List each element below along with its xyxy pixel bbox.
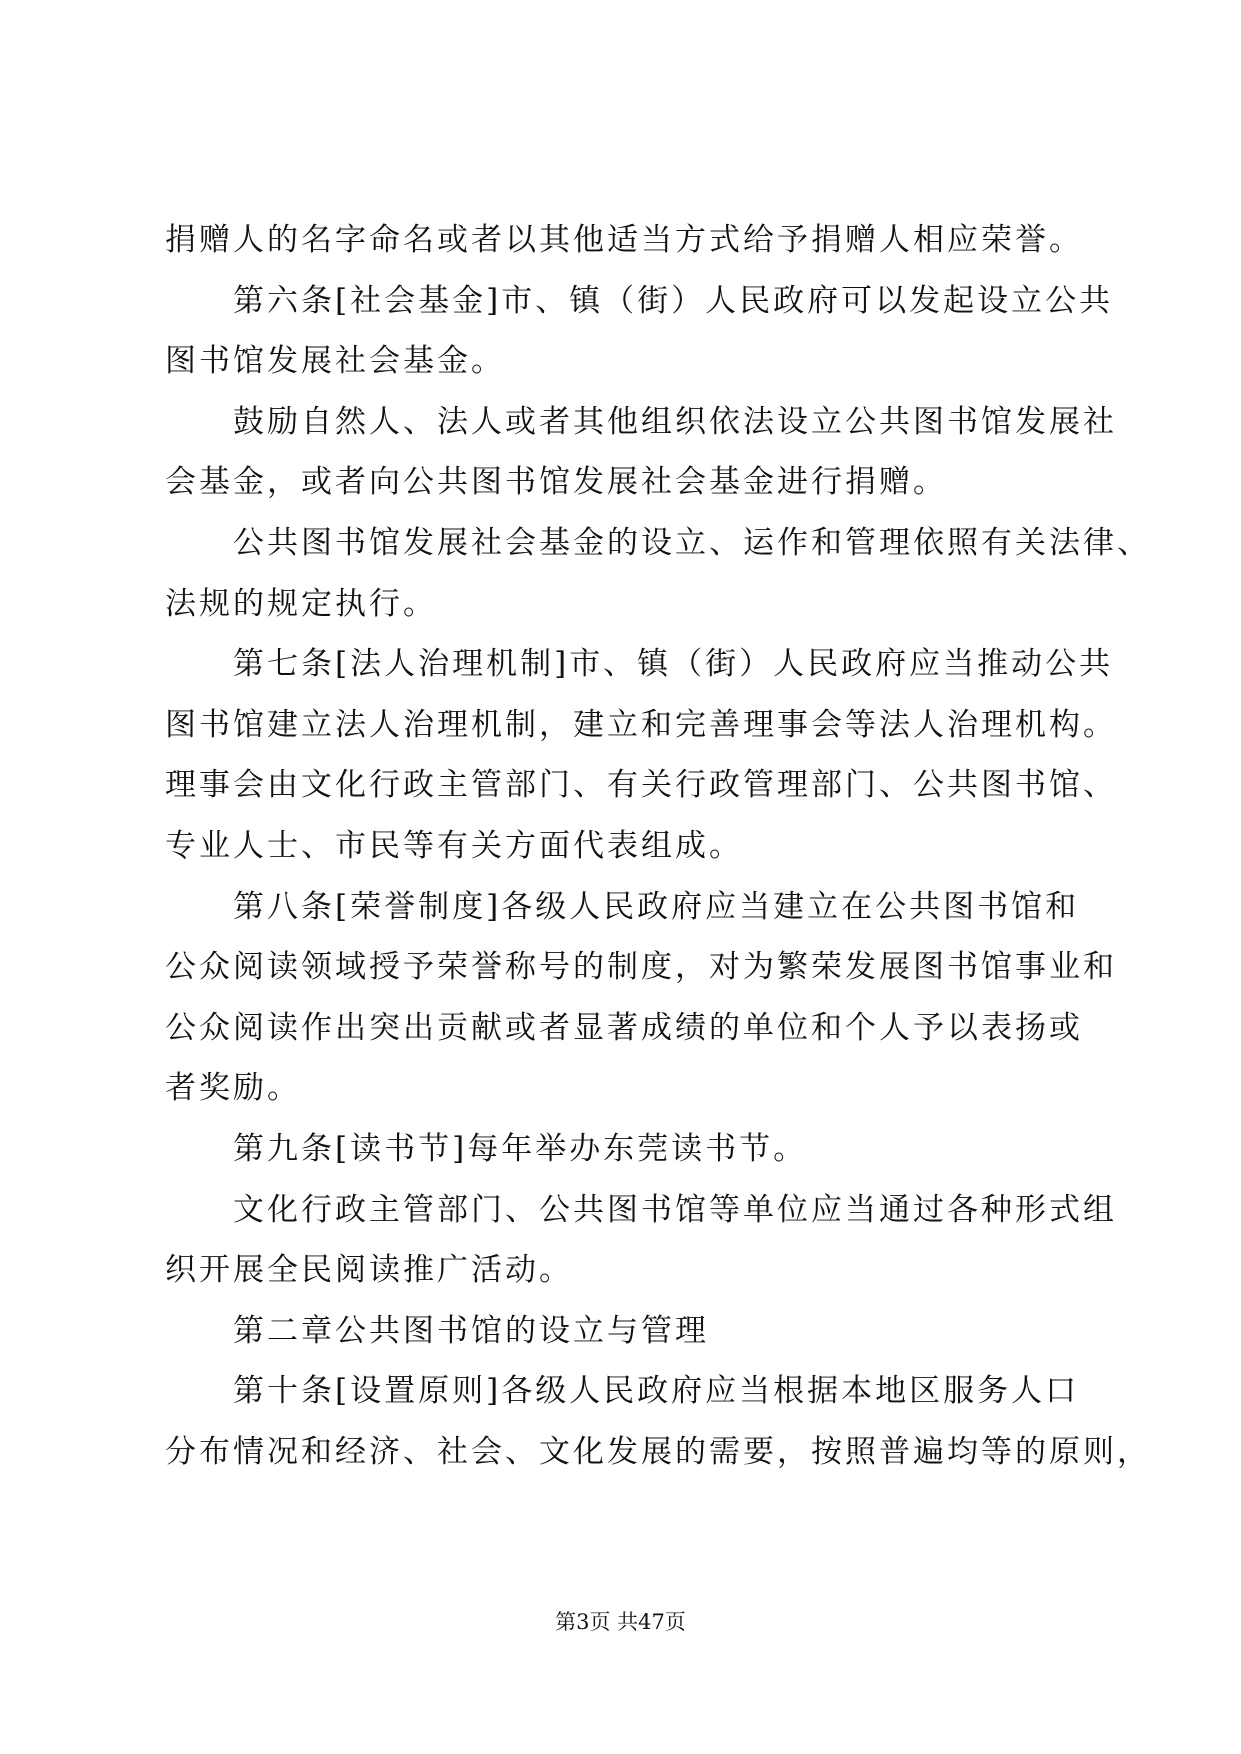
text-line: 第七条[法人治理机制]市、镇（街）人民政府应当推动公共 <box>233 646 1114 683</box>
text-line: 文化行政主管部门、公共图书馆等单位应当通过各种形式组 <box>233 1191 1117 1228</box>
page-number: 第3页 共47页 <box>555 1610 686 1634</box>
text-line: 法规的规定执行。 <box>165 585 437 622</box>
text-line: 公众阅读领域授予荣誉称号的制度，对为繁荣发展图书馆事业和 <box>165 949 1117 986</box>
text-line: 理事会由文化行政主管部门、有关行政管理部门、公共图书馆、 <box>165 767 1117 804</box>
text-line: 第八条[荣誉制度]各级人民政府应当建立在公共图书馆和 <box>233 888 1080 925</box>
text-line: 公众阅读作出突出贡献或者显著成绩的单位和个人予以表扬或 <box>165 1009 1083 1046</box>
text-line: 鼓励自然人、法人或者其他组织依法设立公共图书馆发展社 <box>233 403 1117 440</box>
chapter-heading: 第二章公共图书馆的设立与管理 <box>233 1312 709 1349</box>
text-line: 图书馆建立法人治理机制，建立和完善理事会等法人治理机构。 <box>165 706 1117 743</box>
text-line: 分布情况和经济、社会、文化发展的需要，按照普遍均等的原则， <box>165 1434 1151 1470</box>
text-line: 第九条[读书节]每年举办东莞读书节。 <box>233 1131 808 1167</box>
text-line: 会基金，或者向公共图书馆发展社会基金进行捐赠。 <box>165 464 947 501</box>
text-line: 者奖励。 <box>165 1070 301 1107</box>
text-line: 织开展全民阅读推广活动。 <box>165 1252 573 1289</box>
text-line: 公共图书馆发展社会基金的设立、运作和管理依照有关法律、 <box>233 525 1151 561</box>
text-line: 捐赠人的名字命名或者以其他适当方式给予捐赠人相应荣誉。 <box>165 222 1083 258</box>
text-line: 图书馆发展社会基金。 <box>165 343 505 380</box>
text-line: 第十条[设置原则]各级人民政府应当根据本地区服务人口 <box>233 1373 1080 1410</box>
text-line: 第六条[社会基金]市、镇（街）人民政府可以发起设立公共 <box>233 282 1114 319</box>
text-line: 专业人士、市民等有关方面代表组成。 <box>165 828 743 864</box>
